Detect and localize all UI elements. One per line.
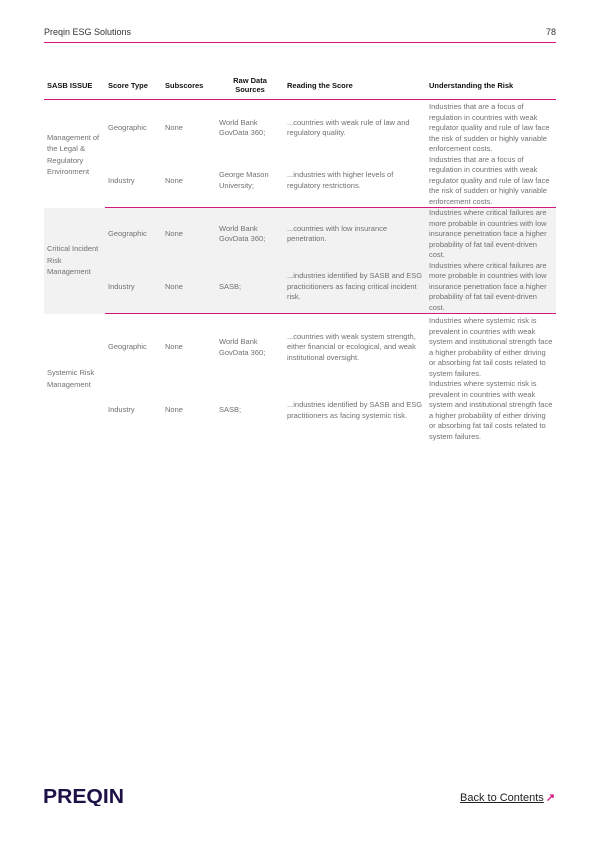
reading-score-cell: ...industries with higher levels of regulatory restrictions. [284,155,426,208]
score-type-cell: Industry [108,405,135,415]
score-type-cell: Industry [105,261,162,314]
understanding-risk-cell: Industries where critical failures are more probable in countries with low insurance penetration face a higher probability of fat tail event-driven cost. [426,261,556,314]
table-row [44,100,556,155]
understanding-risk-cell: Industries where critical failures are more probable in countries with low insurance penetration face a higher probability of fat tail event-driven cost. [426,208,556,261]
understanding-risk-cell: Industries that are a focus of regulation in countries with weak regulator quality and rule of law face the risk of sudden or highly variable enforcement costs. [429,102,550,153]
sasb-issues-table [44,74,556,442]
header-divider [44,42,556,43]
table-header-row [44,74,556,100]
table-row [44,208,556,261]
back-to-contents-link[interactable] [460,791,555,804]
subscores-cell: None [165,123,183,132]
sasb-issue-cell: Management of the Legal & Regulatory Environment [47,132,100,177]
preqin-logo [43,786,125,811]
raw-data-sources-cell: George Mason University; [216,155,284,208]
reading-score-cell: ...countries with weak system strength, either financial or ecological, and weak institutional oversight. [287,331,416,362]
col-header-sasb-issue: SASB ISSUE [47,80,93,90]
table-row [44,261,556,314]
score-type-cell: Geographic [108,123,147,132]
preqin-logo-wordmark [43,786,125,806]
document-title: Preqin ESG Solutions [44,27,132,37]
col-header-understanding-the-risk: Understanding the Risk [429,80,514,90]
raw-data-sources-cell: World Bank GovData 360; [219,337,266,357]
col-header-reading-the-score: Reading the Score [287,80,353,90]
table-row [44,314,556,380]
col-header-raw-data-sources: Raw Data Sources [233,76,267,94]
understanding-risk-cell: Industries where systemic risk is prevalent in countries with weak system and institutional strength face a higher probability of either driving or absorbing fat tail costs related to system failures. [429,379,553,441]
reading-score-cell: ...countries with weak rule of law and regulatory quality. [287,117,410,138]
sasb-issue-cell: Systemic Risk Management [47,368,95,389]
arrow-up-right-icon: ↗ [545,792,555,804]
raw-data-sources-cell: World Bank GovData 360; [216,208,284,261]
understanding-risk-cell: Industries that are a focus of regulation in countries with weak regulator quality and rule of law face the risk of sudden or highly variable enforcement costs. [426,155,556,208]
page-header [44,27,556,39]
score-type-cell: Industry [105,155,162,208]
score-type-cell: Geographic [108,342,147,352]
col-header-subscores: Subscores [165,80,204,90]
subscores-cell: None [162,208,216,261]
subscores-cell: None [165,405,183,415]
score-type-cell: Geographic [105,208,162,261]
reading-score-cell: ...industries identified by SASB and ESG practitioners as facing systemic risk. [287,400,423,420]
subscores-cell: None [162,155,216,208]
page-number: 78 [545,27,556,37]
back-to-contents-label: Back to Contents [460,792,544,804]
subscores-cell: None [162,261,216,314]
sasb-issue-cell: Critical Incident Risk Management [44,208,105,314]
reading-score-cell: ...industries identified by SASB and ESG practicitioners as facing critical incident risk. [284,261,426,314]
raw-data-sources-cell: SASB; [216,261,284,314]
subscores-cell: None [165,342,183,352]
raw-data-sources-cell: SASB; [219,405,242,415]
table-row [44,155,556,208]
col-header-score-type: Score Type [108,80,148,90]
reading-score-cell: ...countries with low insurance penetration. [284,208,426,261]
table-row [44,379,556,442]
logo-text: PREQIN [43,786,124,806]
understanding-risk-cell: Industries where systemic risk is prevalent in countries with weak system and institutional strength face a higher probability of either driving or absorbing fat tail costs related to system failures. [429,316,553,378]
raw-data-sources-cell: World Bank GovData 360; [219,117,266,138]
